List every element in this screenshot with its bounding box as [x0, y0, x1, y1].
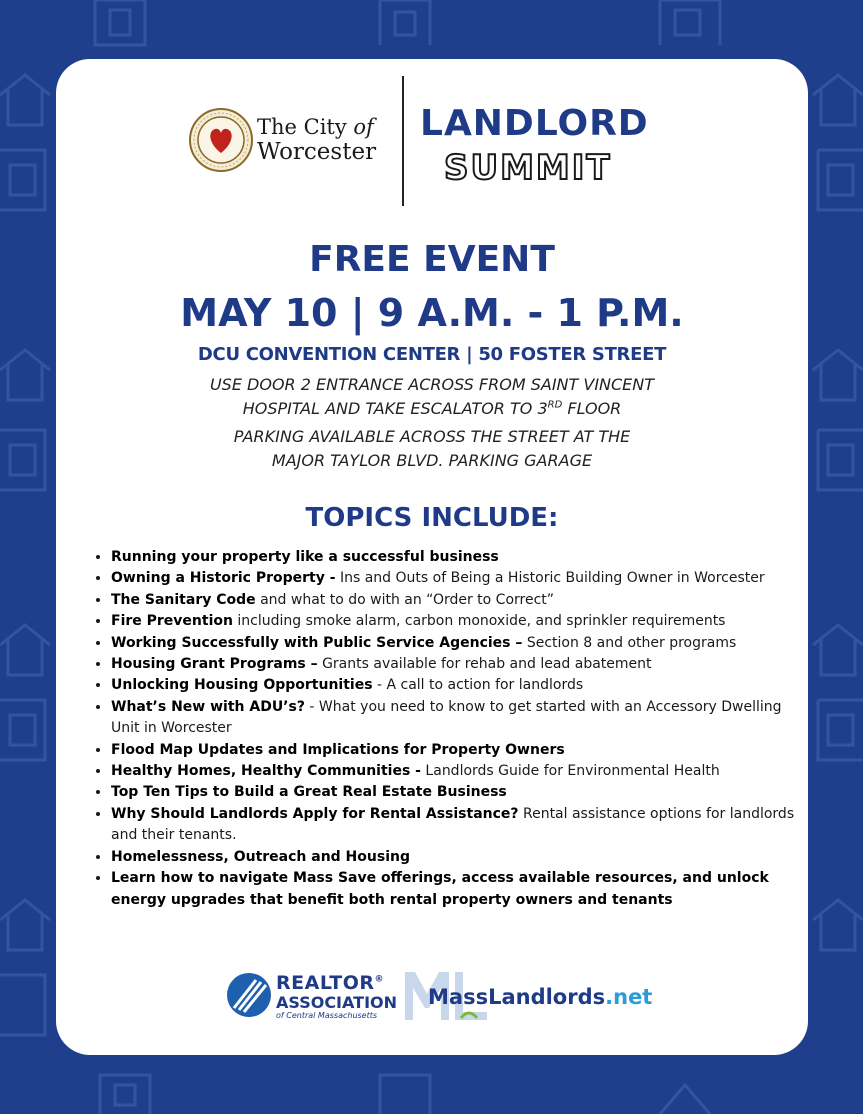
- list-item: • Running your property like a successful business: [111, 547, 801, 568]
- topics-heading: TOPICS INCLUDE:: [305, 503, 559, 533]
- event-datetime: MAY 10 | 9 A.M. - 1 P.M.: [180, 291, 684, 335]
- list-item: • Fire Prevention including smoke alarm, carbon monoxide, and sprinkler requirements: [111, 611, 801, 632]
- list-item: • Homelessness, Outreach and Housing: [111, 847, 801, 868]
- list-item: • Why Should Landlords Apply for Rental Assistance? Rental assistance options for landlords and their tenants.: [111, 804, 801, 847]
- flyer-card: [56, 59, 808, 1055]
- list-item: • Unlocking Housing Opportunities - A call to action for landlords: [111, 675, 801, 696]
- realtor-logo-icon: [226, 972, 272, 1018]
- summit-word: SUMMIT: [444, 148, 612, 188]
- parking-line1: PARKING AVAILABLE ACROSS THE STREET AT THE: [233, 427, 631, 446]
- summit-wordmark: [444, 143, 634, 203]
- list-item: • Working Successfully with Public Service Agencies – Section 8 and other programs: [111, 633, 801, 654]
- list-item: • Healthy Homes, Healthy Communities - Landlords Guide for Environmental Health: [111, 761, 801, 782]
- topics-list: [91, 547, 801, 911]
- masslandlords-wordmark: MassLandlords.net: [428, 985, 653, 1009]
- city-name-line2: Worcester: [257, 139, 377, 165]
- directions-line1: USE DOOR 2 ENTRANCE ACROSS FROM SAINT VINCENT: [209, 375, 655, 394]
- list-item: • Flood Map Updates and Implications for Property Owners: [111, 740, 801, 761]
- directions-line2: HOSPITAL AND TAKE ESCALATOR TO 3RD FLOOR: [242, 399, 622, 418]
- list-item: • Top Ten Tips to Build a Great Real Estate Business: [111, 782, 801, 803]
- realtor-region: of Central Massachusetts: [276, 1011, 378, 1020]
- event-headline: FREE EVENT: [309, 239, 555, 280]
- parking-line2: MAJOR TAYLOR BLVD. PARKING GARAGE: [271, 451, 593, 470]
- list-item: • Owning a Historic Property - Ins and Outs of Being a Historic Building Owner in Worcester: [111, 568, 801, 589]
- list-item: • Learn how to navigate Mass Save offerings, access available resources, and unlock energy upgrades that benefit both rental property owners and tenants: [111, 868, 801, 911]
- list-item: • The Sanitary Code and what to do with an “Order to Correct”: [111, 590, 801, 611]
- city-seal-icon: [188, 107, 254, 173]
- list-item: • What’s New with ADU’s? - What you need to know to get started with an Accessory Dwelling Unit in Worcester: [111, 697, 801, 740]
- summit-title: LANDLORD: [420, 103, 649, 144]
- list-item: • Housing Grant Programs – Grants available for rehab and lead abatement: [111, 654, 801, 675]
- event-venue: DCU CONVENTION CENTER | 50 FOSTER STREET: [197, 344, 667, 365]
- realtor-association: ASSOCIATION: [276, 993, 398, 1012]
- header-divider: [402, 76, 404, 206]
- realtor-name: REALTOR®: [276, 972, 385, 994]
- city-name-line1: The City of: [257, 115, 374, 139]
